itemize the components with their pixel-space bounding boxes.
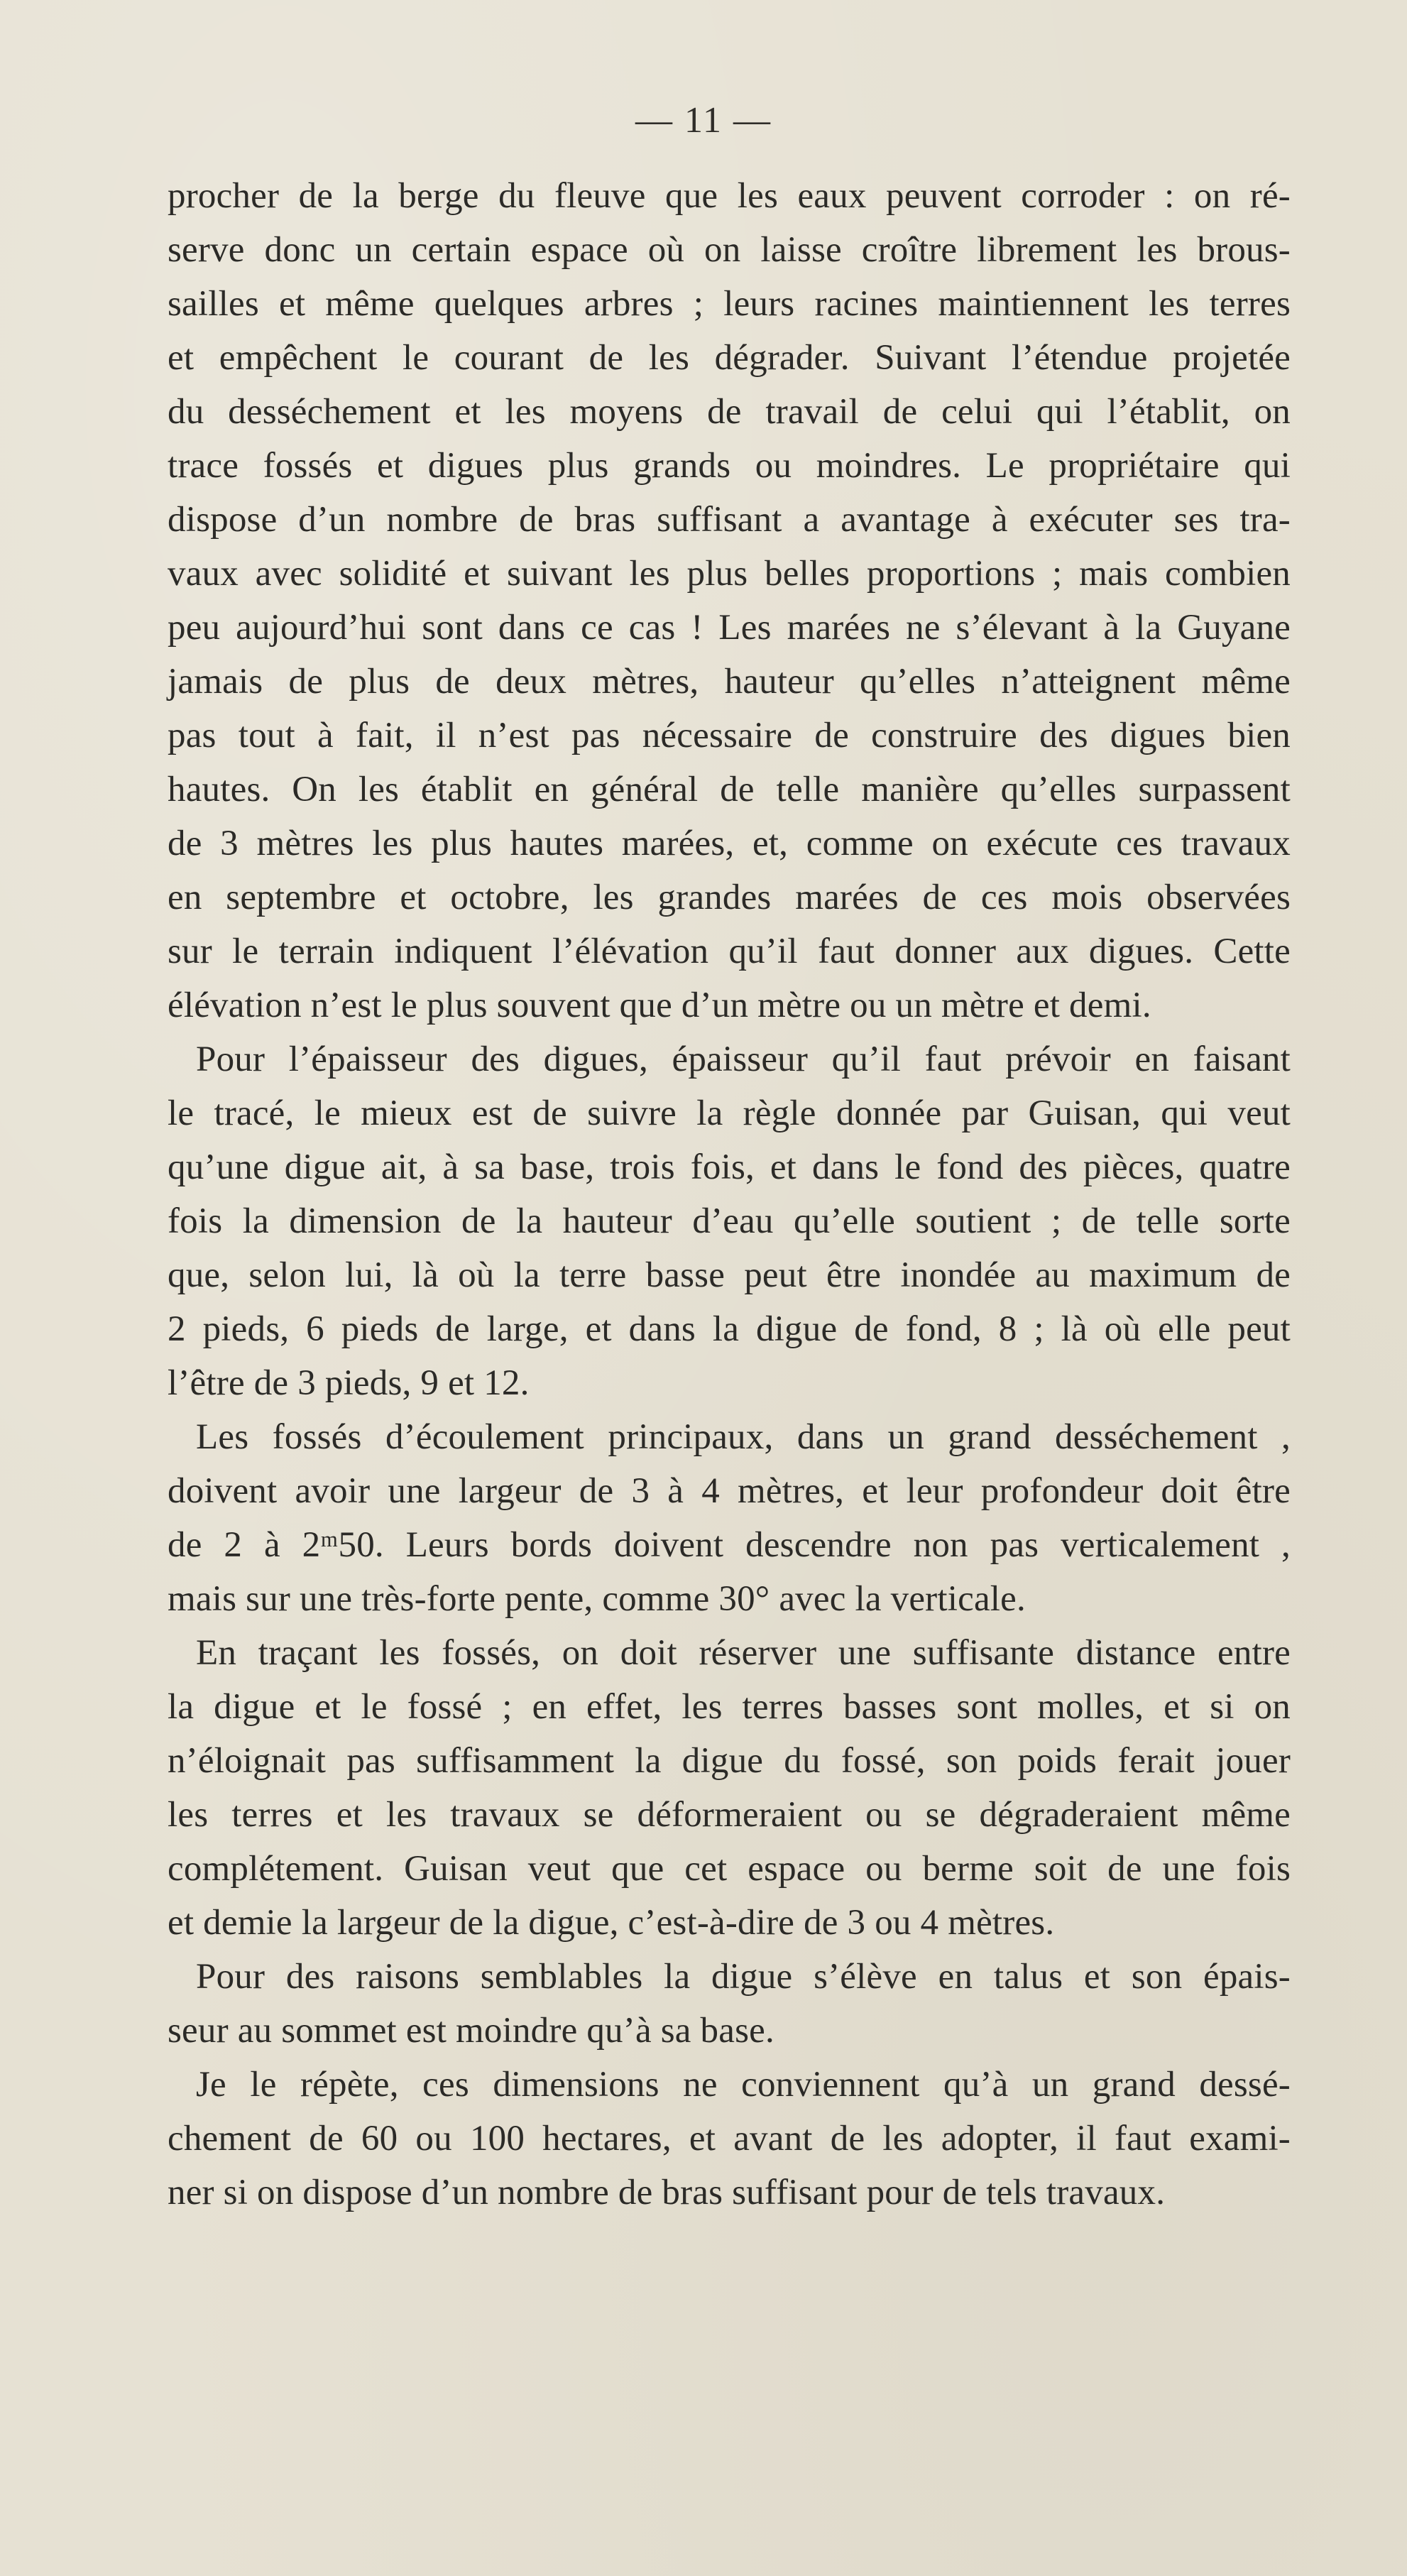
text-line: serve donc un certain espace où on laisse croître librement les brous-: [168, 230, 1291, 270]
text-line: complétement. Guisan veut que cet espace ou berme soit de une fois: [168, 1849, 1291, 1889]
body-text: [168, 169, 1291, 2220]
text-line: trace fossés et digues plus grands ou moindres. Le propriétaire qui: [168, 446, 1291, 486]
text-line: dispose d’un nombre de bras suffisant a avantage à exécuter ses tra-: [168, 500, 1291, 540]
text-line: hautes. On les établit en général de telle manière qu’elles surpassent: [168, 770, 1291, 809]
text-line: l’être de 3 pieds, 9 et 12.: [168, 1363, 530, 1403]
paragraph-1: [168, 169, 1291, 1032]
text-line: ner si on dispose d’un nombre de bras suffisant pour de tels travaux.: [168, 2173, 1166, 2212]
paragraph-5: [168, 1950, 1291, 2058]
text-line: chement de 60 ou 100 hectares, et avant de les adopter, il faut exami-: [168, 2119, 1291, 2159]
text-line: et empêchent le courant de les dégrader. Suivant l’étendue projetée: [168, 338, 1291, 378]
text-line: n’éloignait pas suffisamment la digue du fossé, son poids ferait jouer: [168, 1741, 1291, 1781]
text-line: sailles et même quelques arbres ; leurs racines maintiennent les terres: [168, 284, 1291, 324]
text-line: de 3 mètres les plus hautes marées, et, comme on exécute ces travaux: [168, 824, 1291, 863]
text-line: la digue et le fossé ; en effet, les terres basses sont molles, et si on: [168, 1687, 1291, 1727]
paragraph-6: [168, 2058, 1291, 2220]
text-line: qu’une digue ait, à sa base, trois fois, et dans le fond des pièces, quatre: [168, 1147, 1291, 1187]
paragraph-4: [168, 1626, 1291, 1950]
text-line: pas tout à fait, il n’est pas nécessaire de construire des digues bien: [168, 716, 1291, 755]
text-line: en septembre et octobre, les grandes marées de ces mois observées: [168, 878, 1291, 917]
text-line: Pour des raisons semblables la digue s’élève en talus et son épais-: [196, 1957, 1291, 1997]
text-line: et demie la largeur de la digue, c’est-à-dire de 3 ou 4 mètres.: [168, 1903, 1055, 1943]
text-line: doivent avoir une largeur de 3 à 4 mètres, et leur profondeur doit être: [168, 1471, 1291, 1511]
text-line: du desséchement et les moyens de travail de celui qui l’établit, on: [168, 392, 1291, 432]
text-line: Les fossés d’écoulement principaux, dans un grand desséchement ,: [196, 1417, 1291, 1457]
text-line: Pour l’épaisseur des digues, épaisseur qu’il faut prévoir en faisant: [196, 1039, 1291, 1079]
text-line: Je le répète, ces dimensions ne conviennent qu’à un grand dessé-: [196, 2065, 1291, 2105]
text-line: sur le terrain indiquent l’élévation qu’il faut donner aux digues. Cette: [168, 932, 1291, 971]
text-line: seur au sommet est moindre qu’à sa base.: [168, 2011, 774, 2051]
text-line: vaux avec solidité et suivant les plus belles proportions ; mais combien: [168, 554, 1291, 594]
text-line: élévation n’est le plus souvent que d’un mètre ou un mètre et demi.: [168, 986, 1151, 1025]
text-line: procher de la berge du fleuve que les eaux peuvent corroder : on ré-: [168, 176, 1291, 216]
paragraph-3: [168, 1410, 1291, 1626]
text-line: les terres et les travaux se déformeraient ou se dégraderaient même: [168, 1795, 1291, 1835]
text-line: 2 pieds, 6 pieds de large, et dans la digue de fond, 8 ; là où elle peut: [168, 1309, 1291, 1349]
text-line: En traçant les fossés, on doit réserver une suffisante distance entre: [196, 1633, 1291, 1673]
text-line: fois la dimension de la hauteur d’eau qu’elle soutient ; de telle sorte: [168, 1201, 1291, 1241]
text-line: que, selon lui, là où la terre basse peut être inondée au maximum de: [168, 1255, 1291, 1295]
text-line: de 2 à 2ᵐ50. Leurs bords doivent descendre non pas verticalement ,: [168, 1525, 1291, 1565]
text-line: jamais de plus de deux mètres, hauteur qu’elles n’atteignent même: [168, 662, 1291, 702]
text-line: mais sur une très-forte pente, comme 30° avec la verticale.: [168, 1579, 1026, 1619]
paragraph-2: [168, 1032, 1291, 1410]
text-line: peu aujourd’hui sont dans ce cas ! Les marées ne s’élevant à la Guyane: [168, 608, 1291, 648]
text-line: le tracé, le mieux est de suivre la règle donnée par Guisan, qui veut: [168, 1093, 1291, 1133]
page-number: — 11 —: [635, 100, 772, 141]
